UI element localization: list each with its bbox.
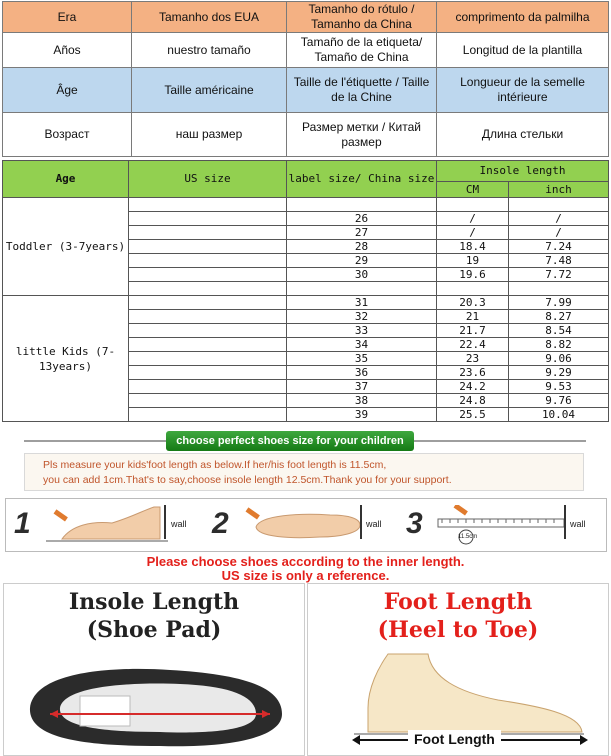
inch-cell: 8.54 bbox=[509, 324, 609, 338]
cell bbox=[129, 282, 287, 296]
cm-cell: 24.2 bbox=[437, 380, 509, 394]
lang-row-russian bbox=[3, 113, 609, 157]
foot-subtitle: (Heel to Toe) bbox=[377, 617, 539, 643]
lang-row-french bbox=[3, 68, 609, 113]
cm-cell: 20.3 bbox=[437, 296, 509, 310]
foot-panel bbox=[307, 583, 609, 756]
foot-side-image bbox=[348, 648, 588, 738]
foot-length-caption: Foot Length bbox=[408, 730, 501, 748]
label-size-cell: 37 bbox=[287, 380, 437, 394]
step-3 bbox=[406, 499, 604, 549]
cell: comprimento da palmilha bbox=[437, 2, 609, 33]
cell: Tamanho do rótulo / Tamanho da China bbox=[287, 2, 437, 33]
cm-cell: / bbox=[437, 226, 509, 240]
cell: Taille de l'étiquette / Taille de la Chine bbox=[287, 68, 437, 113]
inch-cell: 9.53 bbox=[509, 380, 609, 394]
wall-label: wall bbox=[366, 519, 382, 529]
little-kids-group-label: little Kids (7-13years) bbox=[3, 296, 129, 422]
inch-cell: 9.06 bbox=[509, 352, 609, 366]
cell: Возраст bbox=[3, 113, 132, 157]
cm-cell: 19.6 bbox=[437, 268, 509, 282]
ruler-icon bbox=[434, 505, 564, 545]
step-number: 2 bbox=[212, 507, 229, 540]
label-size-cell: 29 bbox=[287, 254, 437, 268]
us-size-cell bbox=[129, 240, 287, 254]
us-size-cell bbox=[129, 226, 287, 240]
label-size-cell: 36 bbox=[287, 366, 437, 380]
inch-cell: 7.72 bbox=[509, 268, 609, 282]
blank-row bbox=[3, 198, 609, 212]
lang-row-portuguese bbox=[3, 2, 609, 33]
inch-cell: 7.99 bbox=[509, 296, 609, 310]
cell bbox=[437, 282, 509, 296]
label-size-header: label size/ China size bbox=[287, 161, 437, 198]
insole-title: Insole Length bbox=[68, 589, 240, 615]
cm-cell: 18.4 bbox=[437, 240, 509, 254]
cell: Longueur de la semelle intérieure bbox=[437, 68, 609, 113]
step-2 bbox=[206, 499, 406, 549]
us-size-cell bbox=[129, 366, 287, 380]
inch-cell: 8.82 bbox=[509, 338, 609, 352]
label-size-cell: 34 bbox=[287, 338, 437, 352]
cell bbox=[437, 198, 509, 212]
banner-title: choose perfect shoes size for your children bbox=[166, 431, 414, 451]
inch-cell: / bbox=[509, 212, 609, 226]
label-size-cell: 35 bbox=[287, 352, 437, 366]
note-line-1: Pls measure your kids'foot length as below.If her/his foot length is 11.5cm, bbox=[43, 459, 387, 471]
insole-panel bbox=[3, 583, 305, 756]
label-size-cell: 26 bbox=[287, 212, 437, 226]
warning-line-2: US size is only a reference. bbox=[221, 568, 390, 583]
cm-cell: 21.7 bbox=[437, 324, 509, 338]
us-size-cell bbox=[129, 268, 287, 282]
cm-cell: 19 bbox=[437, 254, 509, 268]
cell: Era bbox=[3, 2, 132, 33]
cm-header: CM bbox=[437, 182, 509, 198]
wall-line bbox=[164, 505, 166, 539]
cm-cell: 21 bbox=[437, 310, 509, 324]
measurement-note bbox=[24, 453, 584, 491]
cell: Размер метки / Китай размер bbox=[287, 113, 437, 157]
age-header: Age bbox=[3, 161, 129, 198]
label-size-cell: 39 bbox=[287, 408, 437, 422]
warning-line-1: Please choose shoes according to the inner length. bbox=[146, 554, 465, 569]
us-size-cell bbox=[129, 254, 287, 268]
cm-cell: 24.8 bbox=[437, 394, 509, 408]
us-size-cell bbox=[129, 394, 287, 408]
label-size-cell: 32 bbox=[287, 310, 437, 324]
inch-cell: 7.24 bbox=[509, 240, 609, 254]
label-size-cell: 33 bbox=[287, 324, 437, 338]
inch-cell: 10.04 bbox=[509, 408, 609, 422]
us-size-cell bbox=[129, 338, 287, 352]
wall-line bbox=[564, 505, 566, 539]
step-1 bbox=[6, 499, 206, 549]
measurement-steps bbox=[5, 498, 607, 552]
arrow-right-icon bbox=[580, 735, 588, 745]
length-illustrations bbox=[3, 583, 607, 754]
label-size-cell: 31 bbox=[287, 296, 437, 310]
cm-cell: 23.6 bbox=[437, 366, 509, 380]
inch-cell: 9.76 bbox=[509, 394, 609, 408]
cell: Taille américaine bbox=[132, 68, 287, 113]
wall-label: wall bbox=[570, 519, 586, 529]
table-row bbox=[3, 296, 609, 310]
lang-row-spanish bbox=[3, 33, 609, 68]
inch-cell: 8.27 bbox=[509, 310, 609, 324]
us-size-cell bbox=[129, 310, 287, 324]
insole-length-header: Insole length bbox=[437, 161, 609, 182]
us-size-cell bbox=[129, 296, 287, 310]
cm-cell: 23 bbox=[437, 352, 509, 366]
wall-label: wall bbox=[171, 519, 187, 529]
cm-cell: / bbox=[437, 212, 509, 226]
insole-subtitle: (Shoe Pad) bbox=[86, 617, 222, 643]
step-number: 3 bbox=[406, 507, 423, 540]
multilingual-header-table bbox=[2, 1, 609, 157]
inch-header: inch bbox=[509, 182, 609, 198]
us-size-cell bbox=[129, 212, 287, 226]
inch-cell: 9.29 bbox=[509, 366, 609, 380]
foot-top-icon bbox=[240, 505, 370, 545]
foot-title: Foot Length bbox=[383, 589, 533, 615]
cell bbox=[287, 282, 437, 296]
cm-cell: 25.5 bbox=[437, 408, 509, 422]
us-size-cell bbox=[129, 324, 287, 338]
cell: Âge bbox=[3, 68, 132, 113]
ruler-readout: 11.5cm bbox=[458, 534, 478, 540]
cell: nuestro tamaño bbox=[132, 33, 287, 68]
inch-cell: / bbox=[509, 226, 609, 240]
toddler-group-label: Toddler (3-7years) bbox=[3, 198, 129, 296]
size-header-row bbox=[3, 161, 609, 182]
arrow-left-icon bbox=[352, 735, 360, 745]
foot-side-icon bbox=[42, 505, 172, 545]
cell bbox=[509, 282, 609, 296]
cell bbox=[509, 198, 609, 212]
cell: наш размер bbox=[132, 113, 287, 157]
cell: Años bbox=[3, 33, 132, 68]
note-line-2: you can add 1cm.That's to say,choose insole length 12.5cm.Thank you for your support. bbox=[43, 474, 452, 486]
cell: Длина стельки bbox=[437, 113, 609, 157]
wall-line bbox=[360, 505, 362, 539]
step-number: 1 bbox=[14, 507, 31, 540]
inch-cell: 7.48 bbox=[509, 254, 609, 268]
cm-cell: 22.4 bbox=[437, 338, 509, 352]
us-size-cell bbox=[129, 380, 287, 394]
cell: Tamanho dos EUA bbox=[132, 2, 287, 33]
label-size-cell: 30 bbox=[287, 268, 437, 282]
shoe-insole-image bbox=[20, 656, 290, 752]
label-size-cell: 27 bbox=[287, 226, 437, 240]
label-size-cell: 28 bbox=[287, 240, 437, 254]
us-size-cell bbox=[129, 408, 287, 422]
label-size-cell: 38 bbox=[287, 394, 437, 408]
cell bbox=[287, 198, 437, 212]
cell bbox=[129, 198, 287, 212]
cell: Tamaño de la etiqueta/ Tamaño de China bbox=[287, 33, 437, 68]
cell: Longitud de la plantilla bbox=[437, 33, 609, 68]
size-chart-table bbox=[2, 160, 609, 422]
us-size-cell bbox=[129, 352, 287, 366]
us-size-header: US size bbox=[129, 161, 287, 198]
